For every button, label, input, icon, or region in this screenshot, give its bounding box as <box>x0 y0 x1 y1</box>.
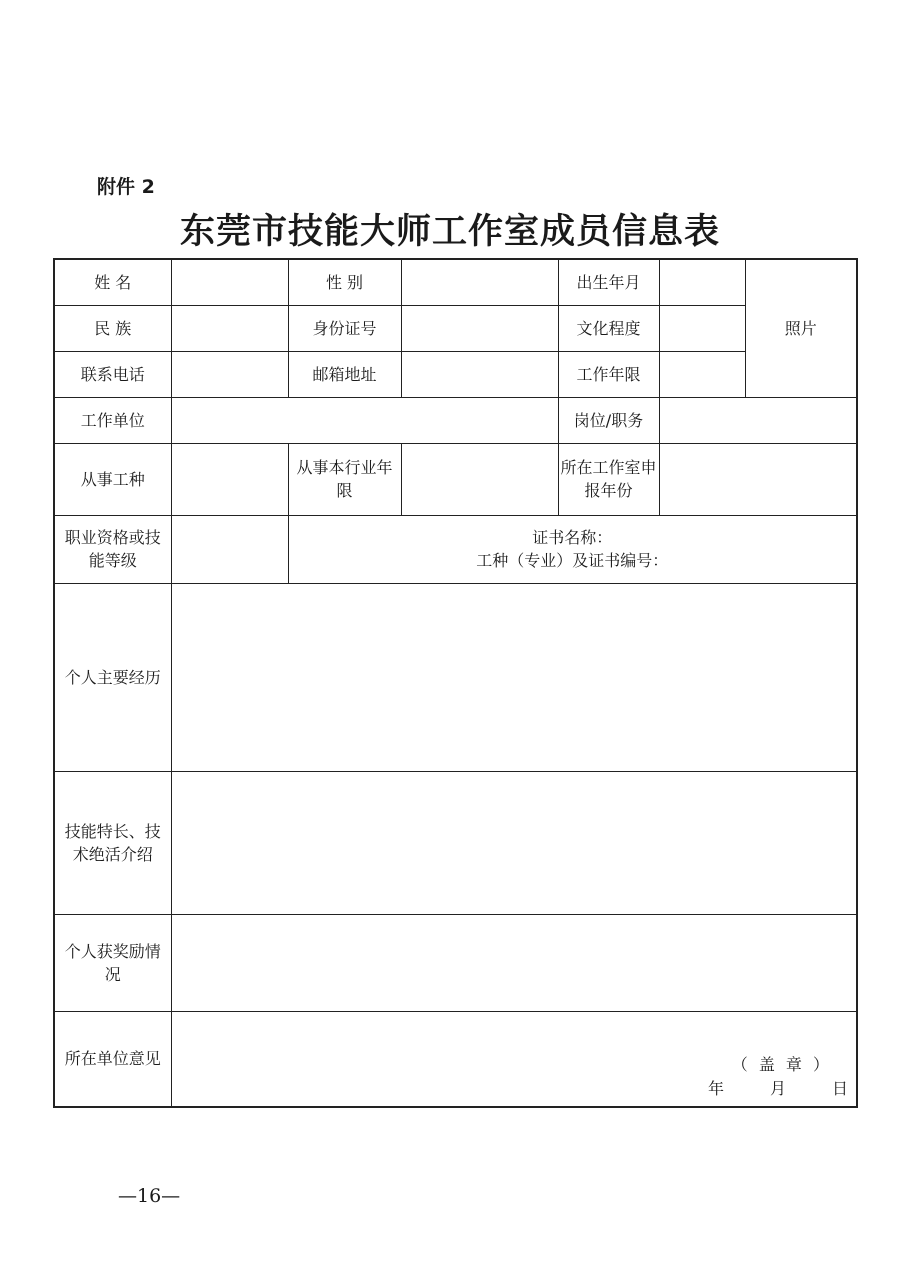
industry-years-label: 从事本行业年限 <box>288 443 401 515</box>
date-year-label: 年 <box>708 1079 725 1098</box>
awards-field[interactable] <box>171 914 857 1011</box>
qualification-field[interactable] <box>171 515 288 583</box>
date-line <box>708 1077 848 1100</box>
email-field[interactable] <box>401 351 558 397</box>
awards-label: 个人获奖励情况 <box>54 914 171 1011</box>
phone-label: 联系电话 <box>54 351 171 397</box>
industry-years-field[interactable] <box>401 443 558 515</box>
email-label: 邮箱地址 <box>288 351 401 397</box>
trade-field[interactable] <box>171 443 288 515</box>
birth-label: 出生年月 <box>558 259 659 305</box>
page-number: —16— <box>118 1185 181 1207</box>
education-field[interactable] <box>659 305 745 351</box>
attachment-label: 附件 2 <box>97 176 155 198</box>
qualification-label: 职业资格或技能等级 <box>54 515 171 583</box>
studio-year-label: 所在工作室申报年份 <box>558 443 659 515</box>
employer-field[interactable] <box>171 397 558 443</box>
ethnicity-label: 民 族 <box>54 305 171 351</box>
opinion-area <box>172 1012 857 1107</box>
page-title: 东莞市技能大师工作室成员信息表 <box>179 211 720 252</box>
stamp-label: （ 盖 章 ） <box>731 1055 832 1074</box>
skills-field[interactable] <box>171 771 857 914</box>
experience-label: 个人主要经历 <box>54 583 171 771</box>
work-years-label: 工作年限 <box>558 351 659 397</box>
date-month-label: 月 <box>769 1079 786 1098</box>
gender-label: 性 别 <box>288 259 401 305</box>
position-field[interactable] <box>659 397 857 443</box>
birth-field[interactable] <box>659 259 745 305</box>
certificate-number-label: 工种（专业）及证书编号： <box>476 551 669 570</box>
opinion-field[interactable] <box>171 1011 857 1107</box>
position-label: 岗位/职务 <box>558 397 659 443</box>
photo-box[interactable]: 照片 <box>745 259 857 397</box>
trade-label: 从事工种 <box>54 443 171 515</box>
education-label: 文化程度 <box>558 305 659 351</box>
name-field[interactable] <box>171 259 288 305</box>
skills-label: 技能特长、技术绝活介绍 <box>54 771 171 914</box>
employer-label: 工作单位 <box>54 397 171 443</box>
date-day-label: 日 <box>831 1079 848 1098</box>
experience-field[interactable] <box>171 583 857 771</box>
phone-field[interactable] <box>171 351 288 397</box>
ethnicity-field[interactable] <box>171 305 288 351</box>
id-label: 身份证号 <box>288 305 401 351</box>
name-label: 姓 名 <box>54 259 171 305</box>
work-years-field[interactable] <box>659 351 745 397</box>
opinion-label: 所在单位意见 <box>54 1011 171 1107</box>
studio-year-field[interactable] <box>659 443 857 515</box>
member-info-form <box>53 258 858 1108</box>
certificate-field[interactable] <box>288 515 857 583</box>
gender-field[interactable] <box>401 259 558 305</box>
certificate-name-label: 证书名称： <box>532 528 613 547</box>
id-field[interactable] <box>401 305 558 351</box>
